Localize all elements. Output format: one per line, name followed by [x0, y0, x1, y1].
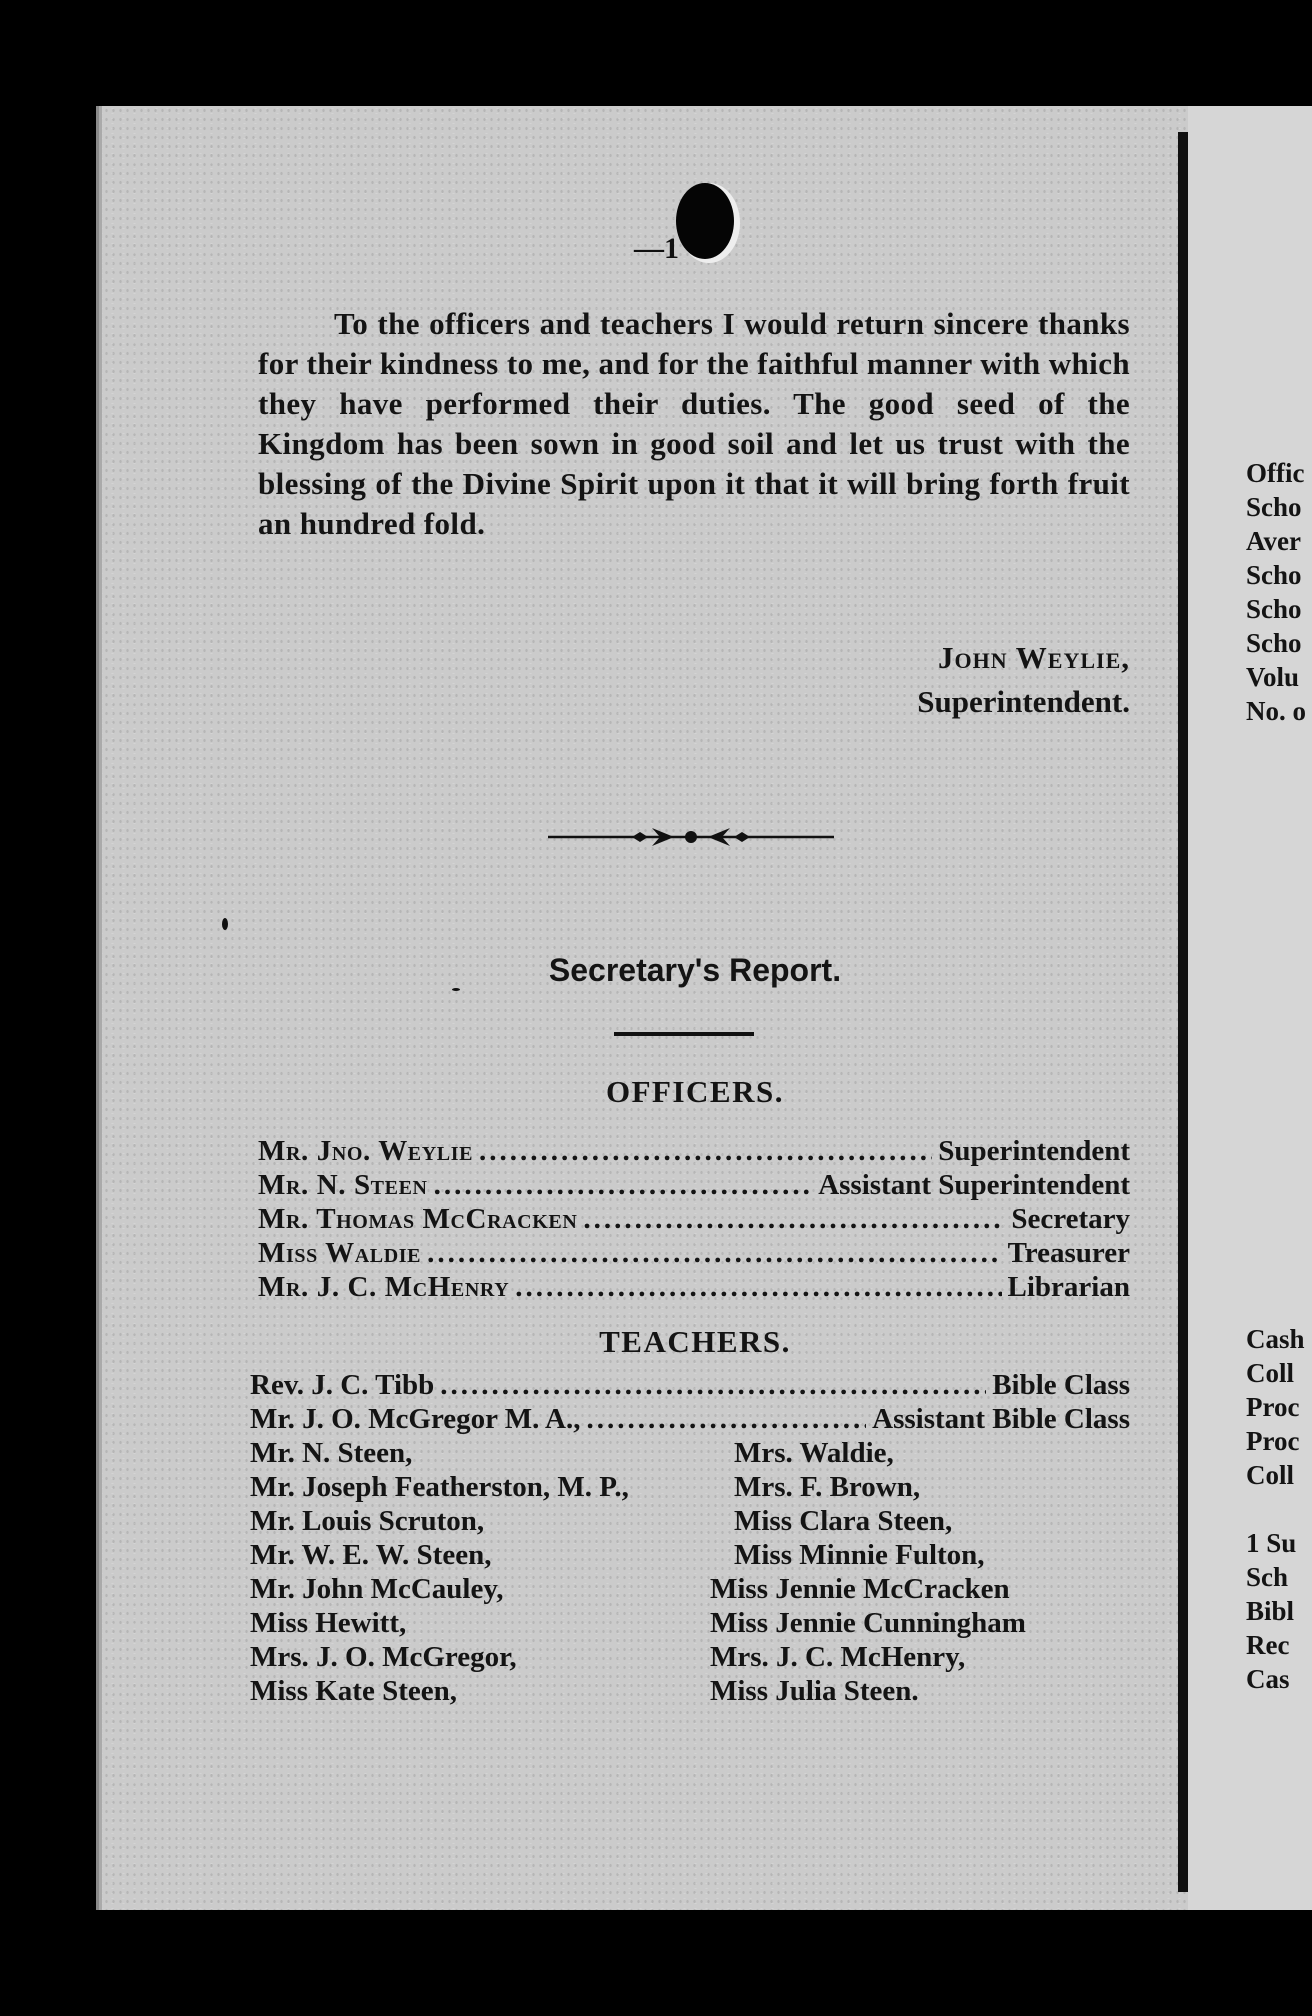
teacher-name: Miss Julia Steen. — [710, 1675, 919, 1707]
officer-row — [258, 1168, 1130, 1202]
officer-row — [258, 1202, 1130, 1236]
facing-page-lower-text — [1246, 1322, 1312, 1696]
teacher-name: Mr. N. Steen, — [250, 1437, 413, 1469]
facing-page-fragment: 1 Su — [1246, 1528, 1297, 1558]
officer-name: Mr. Jno. Weylie — [258, 1135, 474, 1167]
report-heading: Secretary's Report. — [548, 952, 842, 988]
teacher-name: Miss Jennie McCracken — [710, 1573, 1010, 1605]
dot-leader — [583, 1202, 1005, 1236]
facing-page-fragment: Cash — [1246, 1324, 1305, 1354]
superintendent-letter: To the officers and teachers I would return sincere thanks for their kindness to me, and for the faithful manner with which they have performed their duties. The good seed of the Kingdom has been sown in good soil and let us trust with the blessing of the Divine Spirit upon it that it will bring forth fruit an hundred fold. — [258, 306, 1130, 541]
officer-role: Superintendent — [938, 1135, 1130, 1167]
facing-page-fragment: Coll — [1246, 1358, 1295, 1388]
teacher-name: Rev. J. C. Tibb — [250, 1369, 435, 1401]
teacher-role: Bible Class — [992, 1369, 1130, 1401]
teacher-name: Mr. John McCauley, — [250, 1573, 504, 1605]
ink-speck — [452, 988, 460, 991]
teacher-name: Miss Clara Steen, — [734, 1505, 953, 1537]
officer-name: Mr. Thomas McCracken — [258, 1203, 578, 1235]
facing-page-fragment: Volu — [1246, 662, 1300, 692]
heading-rule — [614, 1032, 754, 1036]
officer-name: Mr. N. Steen — [258, 1169, 428, 1201]
signature-name: John Weylie, — [937, 640, 1130, 675]
teacher-name: Mrs. F. Brown, — [734, 1471, 921, 1503]
page-number: —1 — [634, 232, 679, 265]
teacher-role: Assistant Bible Class — [872, 1403, 1130, 1435]
teacher-row — [250, 1368, 1130, 1402]
teacher-name: Miss Jennie Cunningham — [710, 1607, 1026, 1639]
officer-role: Secretary — [1011, 1203, 1130, 1235]
facing-page-fragment: Proc — [1246, 1392, 1300, 1422]
teacher-name: Mr. Joseph Featherston, M. P., — [250, 1471, 629, 1503]
dot-leader — [427, 1236, 1002, 1270]
teacher-row — [250, 1402, 1130, 1436]
officer-name: Mr. J. C. McHenry — [258, 1271, 510, 1303]
teacher-name: Miss Hewitt, — [250, 1607, 407, 1639]
dot-leader — [586, 1402, 866, 1436]
dot-leader — [434, 1168, 813, 1202]
officer-role: Librarian — [1007, 1271, 1130, 1303]
teacher-name: Mr. W. E. W. Steen, — [250, 1539, 492, 1571]
officer-role: Assistant Superintendent — [818, 1169, 1130, 1201]
facing-page-fragment: Scho — [1246, 628, 1302, 658]
facing-page-fragment: Scho — [1246, 560, 1302, 590]
teacher-name: Mrs. J. O. McGregor, — [250, 1641, 517, 1673]
dot-leader — [440, 1368, 986, 1402]
teacher-name: Mr. J. O. McGregor M. A., — [250, 1403, 581, 1435]
page-edge — [96, 106, 131, 1910]
officer-row — [258, 1236, 1130, 1270]
officer-row — [258, 1270, 1130, 1304]
teacher-name: Mr. Louis Scruton, — [250, 1505, 485, 1537]
teacher-name: Miss Kate Steen, — [250, 1675, 457, 1707]
facing-page-fragment: No. o — [1246, 696, 1306, 726]
binding-hole — [676, 183, 734, 259]
teachers-lead-list — [250, 1368, 1130, 1436]
facing-page-fragment: Scho — [1246, 492, 1302, 522]
officer-name: Miss Waldie — [258, 1237, 422, 1269]
facing-page-fragment: Offic — [1246, 458, 1305, 488]
teachers-heading: TEACHERS. — [599, 1324, 791, 1359]
officer-role: Treasurer — [1007, 1237, 1130, 1269]
teacher-name: Mrs. J. C. McHenry, — [710, 1641, 966, 1673]
signature-title: Superintendent. — [917, 684, 1130, 719]
facing-page-fragment: Coll — [1246, 1460, 1295, 1490]
facing-page-upper-text — [1246, 456, 1312, 728]
facing-page-fragment: Proc — [1246, 1426, 1300, 1456]
book-spine — [1178, 132, 1188, 1892]
facing-page-fragment: Aver — [1246, 526, 1301, 556]
officers-list — [258, 1134, 1130, 1304]
teacher-name: Mrs. Waldie, — [734, 1437, 894, 1469]
facing-page-fragment: Sch — [1246, 1562, 1289, 1592]
teachers-list — [250, 1436, 1130, 1708]
facing-page-fragment: Scho — [1246, 594, 1302, 624]
facing-page-fragment: Rec — [1246, 1630, 1290, 1660]
ink-speck — [222, 918, 228, 930]
dot-leader — [479, 1134, 932, 1168]
facing-page-fragment: Bibl — [1246, 1596, 1295, 1626]
teacher-name: Miss Minnie Fulton, — [734, 1539, 985, 1571]
dot-leader — [515, 1270, 1001, 1304]
officer-row — [258, 1134, 1130, 1168]
facing-page-fragment: Cas — [1246, 1664, 1290, 1694]
ornament-divider — [548, 820, 834, 854]
officers-heading: OFFICERS. — [606, 1074, 784, 1109]
